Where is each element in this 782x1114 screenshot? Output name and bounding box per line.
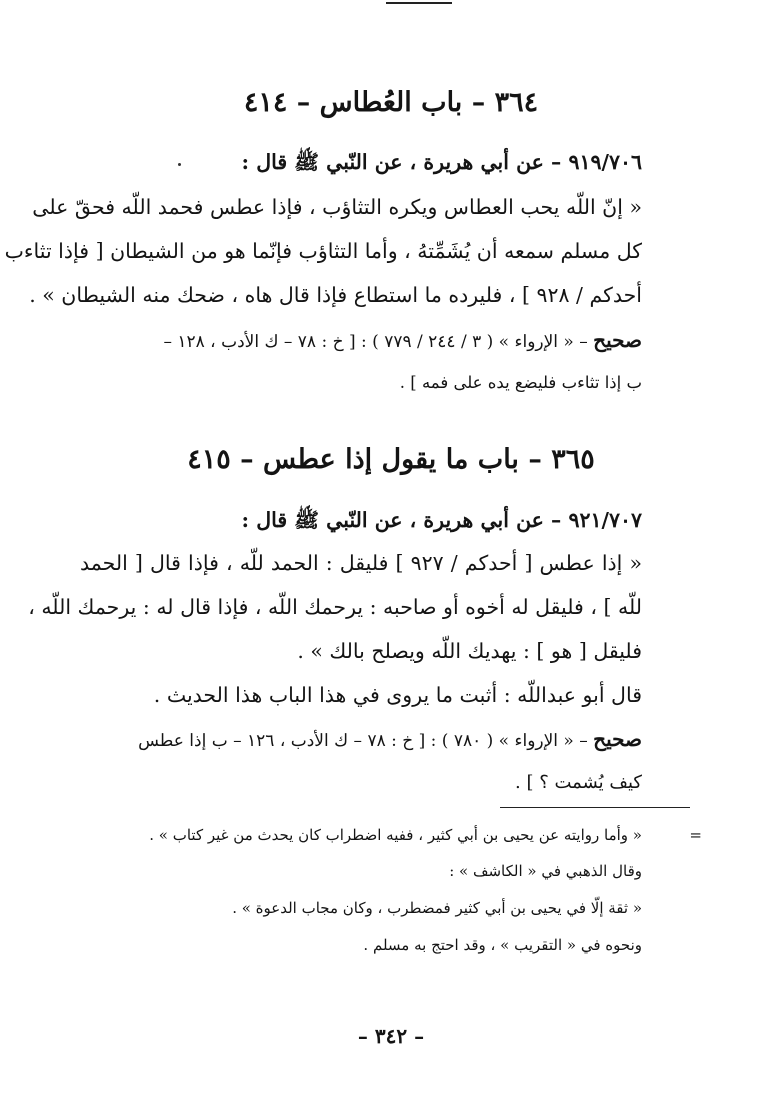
hadith-text-line-2: للّه ] ، فليقل له أخوه أو صاحبه : يرحمك اللّه ، فإذا قال له : يرحمك اللّه ، [28,595,642,619]
footnote-continuation-marker: = [689,826,702,844]
footnote-line-2: وقال الذهبي في « الكاشف » : [449,862,642,880]
footnote-rule [500,807,690,808]
hadith-text-line-1: « إنّ اللّه يحب العطاس ويكره التثاؤب ، فإذا عطس فحمد اللّه فحقّ على [32,195,642,219]
hadith-intro-707: ٩٢١/٧٠٧ – عن أبي هريرة ، عن النّبي ﷺ قال : [241,508,642,532]
footnote-line-3: « ثقة إلّا في يحيى بن أبي كثير فمضطرب ، وكان مجاب الدعوة » . [232,899,642,917]
author-note: قال أبو عبداللّه : أثبت ما يروى في هذا الباب هذا الحديث . [153,683,642,707]
hadith-text-line-1: « إذا عطس [ أحدكم / ٩٢٧ ] فليقل : الحمد للّه ، فإذا قال [ الحمد [80,551,642,575]
grade-label: صحيح [593,328,642,352]
grade-reference: – « الإرواء » ( ٧٨٠ ) : [ خ : ٧٨ – ك الأدب ، ١٢٦ – ب إذا عطس [138,731,588,751]
grading-line-365-cont: كيف يُشمت ؟ ] . [515,772,642,793]
chapter-heading-365: ٣٦٥ – باب ما يقول إذا عطس – ٤١٥ [187,444,595,475]
hadith-text-line-3: أحدكم / ٩٢٨ ] ، فليرده ما استطاع فإذا قال هاه ، ضحك منه الشيطان » . [29,283,642,307]
hadith-intro-706: ٩١٩/٧٠٦ – عن أبي هريرة ، عن النّبي ﷺ قال : [241,150,642,174]
hadith-text-line-3: فليقل [ هو ] : يهديك اللّه ويصلح بالك » . [297,639,642,663]
top-rule [386,2,452,4]
footnote-line-4: ونحوه في « التقريب » ، وقد احتج به مسلم . [363,936,642,954]
grade-reference: – « الإرواء » ( ٣ / ٢٤٤ / ٧٧٩ ) : [ خ : ٧٨ – ك الأدب ، ١٢٨ – [163,332,588,352]
grading-line-365 [80,722,642,758]
page-number: – ٣٤٢ – [357,1024,425,1048]
chapter-heading-364: ٣٦٤ – باب العُطاس – ٤١٤ [243,87,539,118]
footnote-line-1: « وأما روايته عن يحيى بن أبي كثير ، ففيه اضطراب كان يحدث من غير كتاب » . [149,826,642,844]
grading-line-364 [70,323,642,359]
hadith-text-line-2: كل مسلم سمعه أن يُشَمِّتهُ ، وأما التثاؤب فإنّما هو من الشيطان [ فإذا تثاءب [4,239,642,263]
grade-label: صحيح [593,727,642,751]
grading-line-364-cont: ب إذا تثاءب فليضع يده على فمه ] . [399,373,642,392]
